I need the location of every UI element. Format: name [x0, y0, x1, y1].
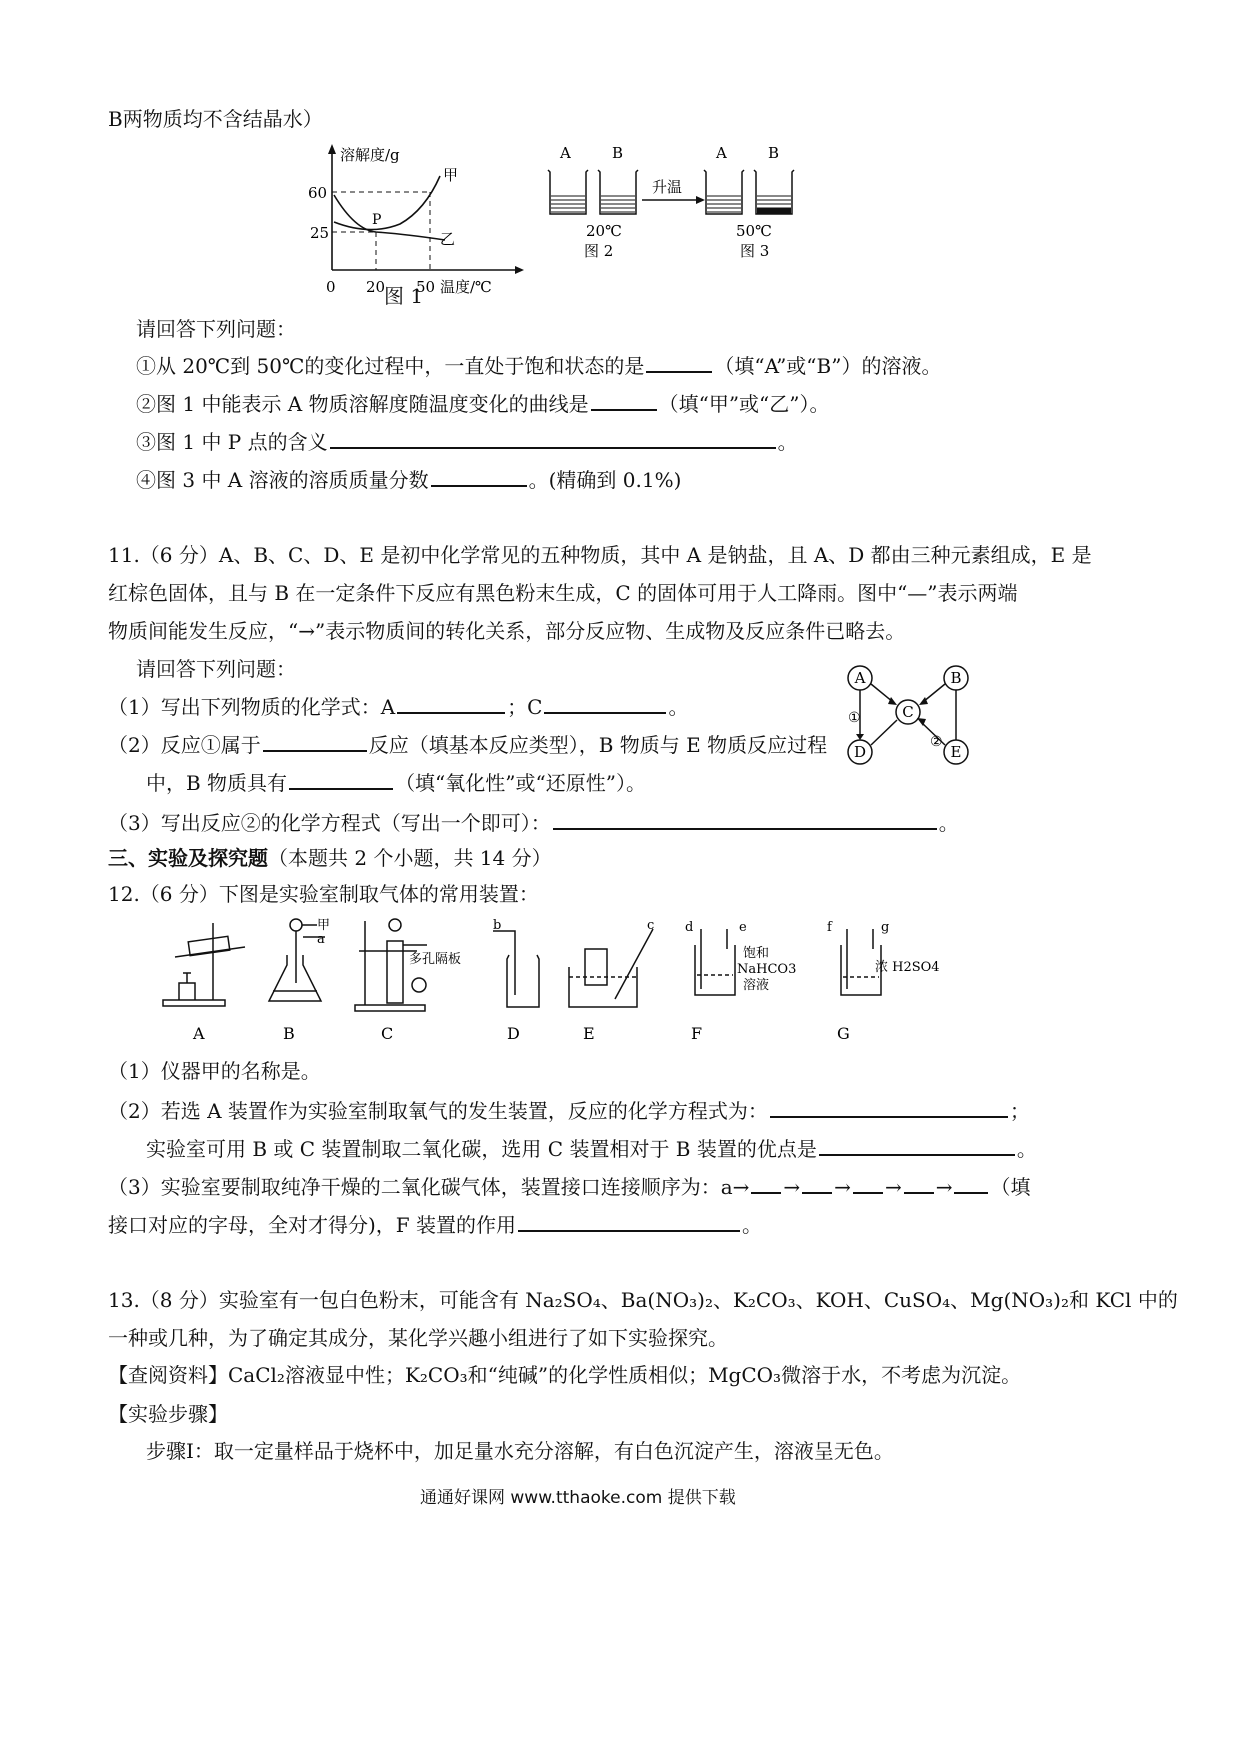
label-jia: 甲 [443, 166, 459, 184]
answer-blank-q12-seq4[interactable] [904, 1172, 934, 1194]
q10-sub2: ②图 1 中能表示 A 物质溶解度随温度变化的曲线是 （填“甲”或“乙”）。 [136, 389, 830, 417]
tick-50: 50 [416, 278, 436, 296]
curve-jia [334, 176, 440, 230]
q13-line4: 【实验步骤】 [108, 1402, 228, 1426]
answer-blank-q10-2[interactable] [591, 389, 657, 411]
node-d-label: D [853, 743, 867, 761]
section-3-header: 三、实验及探究题（本题共 2 个小题，共 14 分） [108, 846, 552, 870]
q12-part3b: 接口对应的字母，全对才得分)，F 装置的作用 。 [108, 1210, 762, 1238]
answer-blank-q12-seq3[interactable] [853, 1172, 883, 1194]
q11-part3: （3）写出反应②的化学方程式（写出一个即可）： 。 [108, 808, 959, 836]
y-axis-arrow [328, 144, 336, 154]
q10-sub4: ④图 3 中 A 溶液的溶质质量分数 。(精确到 0.1%) [136, 465, 681, 493]
label-g-acid: 浓 H2SO4 [875, 960, 940, 975]
label-f-soln: 溶液 [743, 978, 770, 993]
label-F: F [691, 1024, 703, 1043]
q11-part1: （1）写出下列物质的化学式：A ；C 。 [108, 692, 688, 720]
fig1-caption: 图 1 [384, 284, 424, 308]
x-axis-arrow [515, 266, 524, 274]
label-C: C [381, 1024, 394, 1043]
label-f-sat: 饱和 [743, 946, 770, 961]
q11-line3: 物质间能发生反应，“→”表示物质间的转化关系，部分反应物、生成物及反应条件已略去。 [108, 619, 906, 643]
fig2-caption: 图 2 [584, 242, 614, 260]
beaker-b-20 [598, 170, 638, 214]
q13-line3: 【查阅资料】CaCl₂溶液显中性；K₂CO₃和“纯碱”的化学性质相似；MgCO₃微溶于水，不考虑为沉淀。 [108, 1363, 1022, 1387]
answer-blank-q11-prop[interactable] [289, 768, 393, 790]
label-d: d [685, 920, 694, 935]
q12-part2: （2）若选 A 装置作为实验室制取氧气的发生装置，反应的化学方程式为： ； [108, 1096, 1030, 1124]
answer-blank-q10-3[interactable] [330, 427, 776, 449]
tick-20: 20 [366, 278, 386, 296]
beaker-a-50 [704, 170, 744, 214]
page-footer: 通通好课网 www.tthaoke.com 提供下载 [420, 1488, 736, 1508]
answer-blank-q12-adv[interactable] [819, 1134, 1015, 1156]
apparatus-figure [155, 915, 955, 1050]
solubility-chart [300, 140, 530, 305]
answer-blank-q12-seq5[interactable] [954, 1172, 988, 1194]
label-g: g [881, 920, 890, 935]
relation-diagram [838, 660, 978, 770]
apparatus-e [569, 929, 653, 1007]
q10-intro: 请回答下列问题： [136, 317, 296, 341]
curve-yi [334, 195, 445, 240]
q11-part2b: 中，B 物质具有 （填“氧化性”或“还原性”）。 [146, 768, 646, 796]
beaker-a-label: A [560, 144, 571, 162]
beaker-a2-label: A [716, 144, 727, 162]
q13-line5: 步骤Ⅰ：取一定量样品于烧杯中，加足量水充分溶解，有白色沉淀产生，溶液呈无色。 [146, 1439, 894, 1463]
edge-d-c [871, 720, 897, 745]
apparatus-f [695, 929, 735, 995]
edge-b-c [923, 684, 945, 702]
node-b-label: B [950, 669, 962, 687]
temp-20: 20℃ [586, 222, 622, 240]
q12-part2b: 实验室可用 B 或 C 装置制取二氧化碳，选用 C 装置相对于 B 装置的优点是 。 [146, 1134, 1037, 1162]
label-jia: 甲 [317, 918, 331, 933]
q10-sub1: ①从 20℃到 50℃的变化过程中，一直处于饱和状态的是 （填“A”或“B”）的溶液。 [136, 351, 941, 379]
label-A: A [193, 1024, 205, 1043]
beaker-b-label: B [612, 144, 624, 162]
label-B: B [283, 1024, 295, 1043]
heat-label: 升温 [652, 178, 683, 196]
label-b: b [493, 918, 502, 933]
answer-blank-q12-eq[interactable] [770, 1096, 1008, 1118]
q11-intro: 请回答下列问题： [136, 657, 296, 681]
beaker-b2-label: B [768, 144, 780, 162]
point-p: P [372, 212, 382, 228]
q11-line2: 红棕色固体，且与 B 在一定条件下反应有黑色粉末生成，C 的固体可用于人工降雨。图中“—”表示两端 [108, 581, 1018, 605]
node-c-label: C [902, 703, 914, 721]
apparatus-a [163, 923, 245, 1006]
tick-60: 60 [308, 184, 328, 202]
q12-line1: 12.（6 分）下图是实验室制取气体的常用装置： [108, 882, 539, 906]
reaction-1-label: ① [848, 710, 861, 726]
beaker-figures [540, 140, 830, 270]
answer-blank-q10-4[interactable] [431, 465, 527, 487]
node-e-label: E [950, 743, 962, 761]
temp-50: 50℃ [736, 222, 772, 240]
q11-part2: （2）反应①属于 反应（填基本反应类型），B 物质与 E 物质反应过程 [108, 730, 827, 758]
q12-part3: （3）实验室要制取纯净干燥的二氧化碳气体，装置接口连接顺序为：a→ → → → → （填 [108, 1172, 1030, 1200]
label-e: e [739, 920, 747, 935]
apparatus-d [493, 931, 539, 1007]
beaker-b-50 [754, 170, 794, 214]
q13-line1: 13.（8 分）实验室有一包白色粉末，可能含有 Na₂SO₄、Ba(NO₃)₂、K₂CO₃、KOH、CuSO₄、Mg(NO₃)₂和 KCl 中的 [108, 1288, 1178, 1312]
q12-part1: （1）仪器甲的名称是。 [108, 1059, 321, 1083]
reaction-2-label: ② [930, 734, 943, 750]
label-c: c [647, 918, 655, 933]
answer-blank-q11-eq[interactable] [553, 808, 937, 830]
answer-blank-q12-seq1[interactable] [751, 1172, 781, 1194]
tick-25: 25 [310, 224, 330, 242]
label-board: 多孔隔板 [409, 952, 462, 967]
label-G: G [837, 1024, 850, 1043]
label-f-nahco3: NaHCO3 [737, 962, 797, 977]
y-axis-label: 溶解度/g [340, 146, 400, 164]
label-yi: 乙 [440, 230, 456, 248]
answer-blank-q10-1[interactable] [646, 351, 712, 373]
beaker-a-20 [548, 170, 588, 214]
fig3-caption: 图 3 [740, 242, 770, 260]
x-axis-label: 温度/℃ [440, 278, 492, 296]
tick-0: 0 [326, 278, 336, 296]
answer-blank-q11-c[interactable] [544, 692, 666, 714]
q11-line1: 11.（6 分）A、B、C、D、E 是初中化学常见的五种物质，其中 A 是钠盐，且 A、D 都由三种元素组成，E 是 [108, 543, 1092, 567]
heat-arrow-head [696, 196, 705, 204]
answer-blank-q12-seq2[interactable] [802, 1172, 832, 1194]
node-a-label: A [854, 669, 866, 687]
label-a: a [317, 932, 325, 947]
answer-blank-q11-type[interactable] [263, 730, 367, 752]
label-f: f [827, 920, 832, 935]
answer-blank-q12-f[interactable] [518, 1210, 740, 1232]
q10-sub3: ③图 1 中 P 点的含义 。 [136, 427, 798, 455]
label-D: D [507, 1024, 520, 1043]
label-E: E [583, 1024, 595, 1043]
q13-line2: 一种或几种，为了确定其成分，某化学兴趣小组进行了如下实验探究。 [108, 1326, 728, 1350]
answer-blank-q11-a[interactable] [397, 692, 505, 714]
edge-a-c [871, 684, 893, 702]
q10-tail: B两物质均不含结晶水） [108, 107, 323, 131]
